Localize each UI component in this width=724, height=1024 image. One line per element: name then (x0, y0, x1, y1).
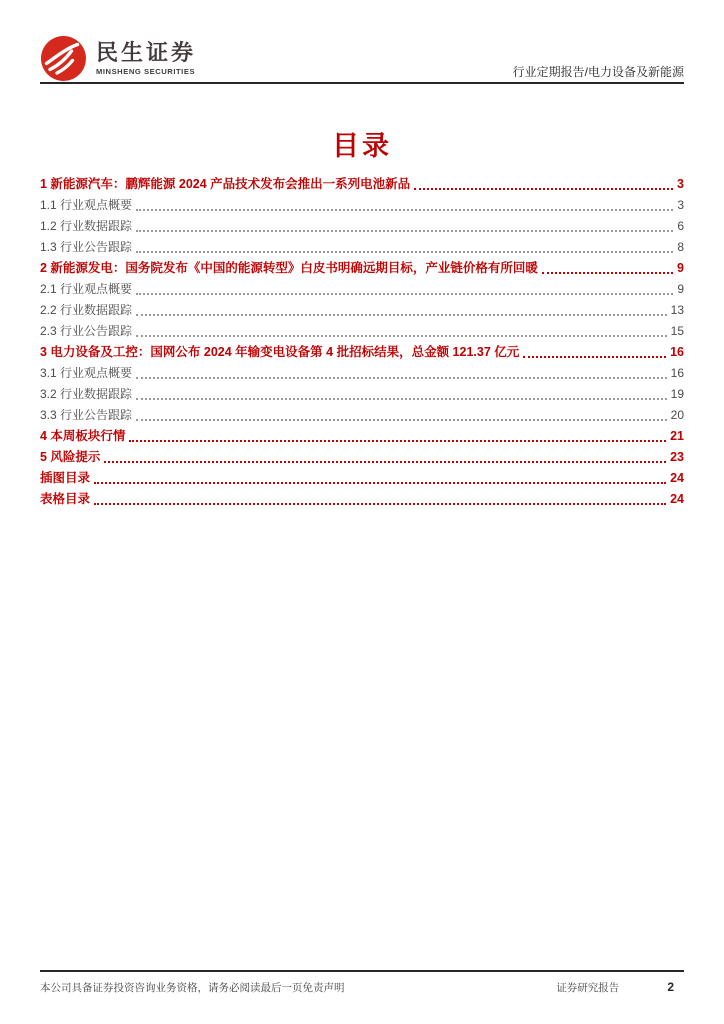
toc-entry-label: 3.1 行业观点概要 (40, 366, 133, 380)
toc-leader-dots (94, 503, 666, 505)
toc-entry[interactable] (40, 215, 684, 236)
toc-entry[interactable] (40, 194, 684, 215)
toc-title: 目录 (332, 131, 392, 161)
page-footer (40, 980, 684, 995)
toc-leader-dots (129, 440, 666, 442)
toc-leader-dots (136, 293, 673, 295)
toc-leader-dots (542, 272, 673, 274)
toc-entry-label: 1.3 行业公告跟踪 (40, 240, 133, 254)
toc-entry-label: 3 电力设备及工控：国网公布 2024 年输变电设备第 4 批招标结果，总金额 121.37 亿元 (40, 345, 520, 359)
brand-name-en: MINSHENG SECURITIES (96, 67, 196, 77)
toc-entry-page: 9 (677, 261, 684, 275)
footer-divider (40, 970, 684, 972)
toc-entry[interactable] (40, 278, 684, 299)
toc-leader-dots (136, 314, 667, 316)
toc-entry[interactable] (40, 173, 684, 194)
toc-entry[interactable] (40, 341, 684, 362)
toc-entry[interactable] (40, 299, 684, 320)
toc-leader-dots (523, 356, 666, 358)
page-header (40, 32, 684, 82)
toc-entry[interactable] (40, 488, 684, 509)
footer-disclaimer: 本公司具备证券投资咨询业务资格，请务必阅读最后一页免责声明 (40, 982, 345, 994)
toc-entry-label: 2.1 行业观点概要 (40, 282, 133, 296)
toc-entry-page: 20 (670, 408, 684, 422)
toc-list (40, 173, 684, 509)
toc-entry-label: 4 本周板块行情 (40, 429, 126, 443)
toc-entry-page: 16 (670, 345, 684, 359)
brand-text (96, 41, 196, 76)
toc-entry-label: 1.1 行业观点概要 (40, 198, 133, 212)
toc-entry-page: 15 (670, 324, 684, 338)
toc-leader-dots (136, 209, 673, 211)
toc-entry-page: 19 (670, 387, 684, 401)
toc-entry-label: 2 新能源发电：国务院发布《中国的能源转型》白皮书明确远期目标，产业链价格有所回暖 (40, 261, 538, 275)
minsheng-logo-icon (40, 35, 87, 82)
toc-entry-page: 16 (670, 366, 684, 380)
report-type-label: 行业定期报告/电力设备及新能源 (512, 65, 684, 79)
brand (40, 35, 196, 82)
toc-entry-label: 5 风险提示 (40, 450, 101, 464)
toc-entry-page: 13 (670, 303, 684, 317)
toc-entry[interactable] (40, 446, 684, 467)
toc-entry-page: 3 (677, 177, 684, 191)
toc-entry-page: 24 (670, 492, 684, 506)
toc-leader-dots (136, 398, 667, 400)
toc-entry[interactable] (40, 257, 684, 278)
toc-entry[interactable] (40, 236, 684, 257)
toc-leader-dots (136, 230, 673, 232)
toc-entry[interactable] (40, 467, 684, 488)
toc-leader-dots (136, 251, 673, 253)
toc-entry[interactable] (40, 404, 684, 425)
toc-entry[interactable] (40, 362, 684, 383)
toc-entry[interactable] (40, 320, 684, 341)
toc-leader-dots (136, 419, 667, 421)
toc-entry-page: 24 (670, 471, 684, 485)
brand-name-cn: 民生证券 (96, 39, 197, 65)
toc-entry-label: 2.3 行业公告跟踪 (40, 324, 133, 338)
toc-entry-label: 1.2 行业数据跟踪 (40, 219, 133, 233)
toc-entry[interactable] (40, 383, 684, 404)
toc-entry-label: 表格目录 (40, 492, 91, 506)
toc-entry-page: 6 (677, 219, 684, 233)
header-divider (40, 82, 684, 84)
toc-leader-dots (136, 377, 667, 379)
toc-entry-page: 21 (670, 429, 684, 443)
toc-entry-label: 3.3 行业公告跟踪 (40, 408, 133, 422)
toc-entry-page: 9 (677, 282, 684, 296)
toc-leader-dots (104, 461, 666, 463)
toc-leader-dots (94, 482, 666, 484)
footer-report-label: 证券研究报告 (556, 982, 620, 994)
toc-leader-dots (136, 335, 667, 337)
footer-right-group (556, 980, 684, 995)
toc-entry-page: 3 (677, 198, 684, 212)
toc-entry[interactable] (40, 425, 684, 446)
toc-leader-dots (414, 188, 673, 190)
toc-entry-label: 1 新能源汽车：鹏辉能源 2024 产品技术发布会推出一系列电池新品 (40, 177, 411, 191)
toc-entry-label: 插图目录 (40, 471, 91, 485)
toc-entry-label: 2.2 行业数据跟踪 (40, 303, 133, 317)
toc-entry-page: 23 (670, 450, 684, 464)
toc-entry-page: 8 (677, 240, 684, 254)
footer-page-number: 2 (667, 980, 674, 994)
toc-entry-label: 3.2 行业数据跟踪 (40, 387, 133, 401)
